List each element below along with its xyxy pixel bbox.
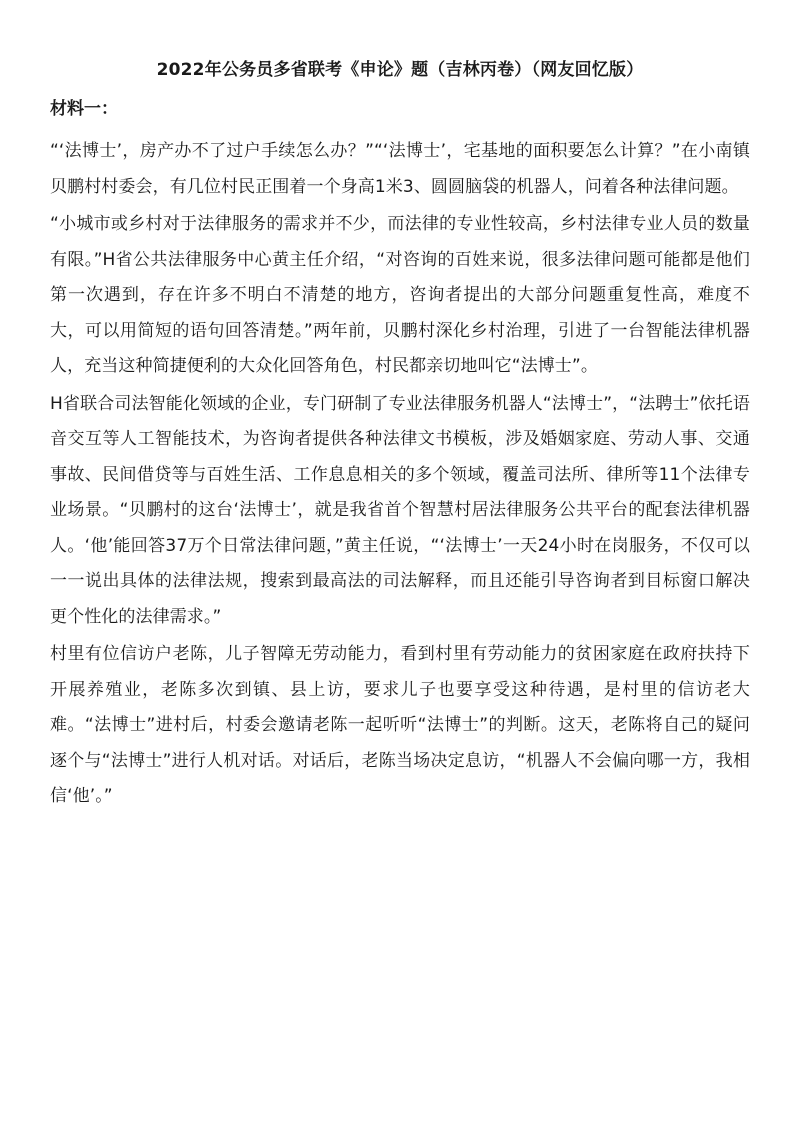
paragraph-4: 村里有位信访户老陈，儿子智障无劳动能力，看到村里有劳动能力的贫困家庭在政府扶持下开展养殖业，老陈多次到镇、县上访，要求儿子也要享受这种待遇，是村里的信访老大难。“法博士”进村后，村委会邀请老陈一起听听“法博士”的判断。这天，老陈将自己的疑问逐个与“法博士”进行人机对话。对话后，老陈当场决定息访，“机器人不会偏向哪一方，我相信‘他’。”	[50, 644, 750, 806]
paragraph-3: H省联合司法智能化领域的企业，专门研制了专业法律服务机器人“法博士”，“法聘士”依托语音交互等人工智能技术，为咨询者提供各种法律文书模板，涉及婚姻家庭、劳动人事、交通事故、民间借贷等与百姓生活、工作息息相关的多个领域，覆盖司法所、律所等11个法律专业场景。“贝鹏村的这台‘法博士’，就是我省首个智慧村居法律服务公共平台的配套法律机器人。‘他’能回答37万个日常法律问题，”黄主任说，“‘法博士’一天24小时在岗服务，不仅可以一一说出具体的法律法规，搜索到最高法的司法解释，而且还能引导咨询者到目标窗口解决更个性化的法律需求。”	[50, 393, 750, 627]
paragraph-1: “‘法博士’，房产办不了过户手续怎么办？”“‘法博士’，宅基地的面积要怎么计算？”在小南镇贝鹏村村委会，有几位村民正围着一个身高1米3、圆圆脑袋的机器人，问着各种法律问题。	[50, 141, 750, 197]
paragraph-2: “小城市或乡村对于法律服务的需求并不少，而法律的专业性较高，乡村法律专业人员的数量有限。”H省公共法律服务中心黄主任介绍，“对咨询的百姓来说，很多法律问题可能都是他们第一次遇到，存在许多不明白不清楚的地方，咨询者提出的大部分问题重复性高，难度不大，可以用简短的语句回答清楚。”两年前，贝鹏村深化乡村治理，引进了一台智能法律机器人，充当这种简捷便利的大众化回答角色，村民都亲切地叫它“法博士”。	[50, 214, 750, 376]
section-label: 材料一：	[50, 99, 118, 119]
document-title: 2022年公务员多省联考《申论》题（吉林丙卷）（网友回忆版）	[156, 60, 644, 80]
